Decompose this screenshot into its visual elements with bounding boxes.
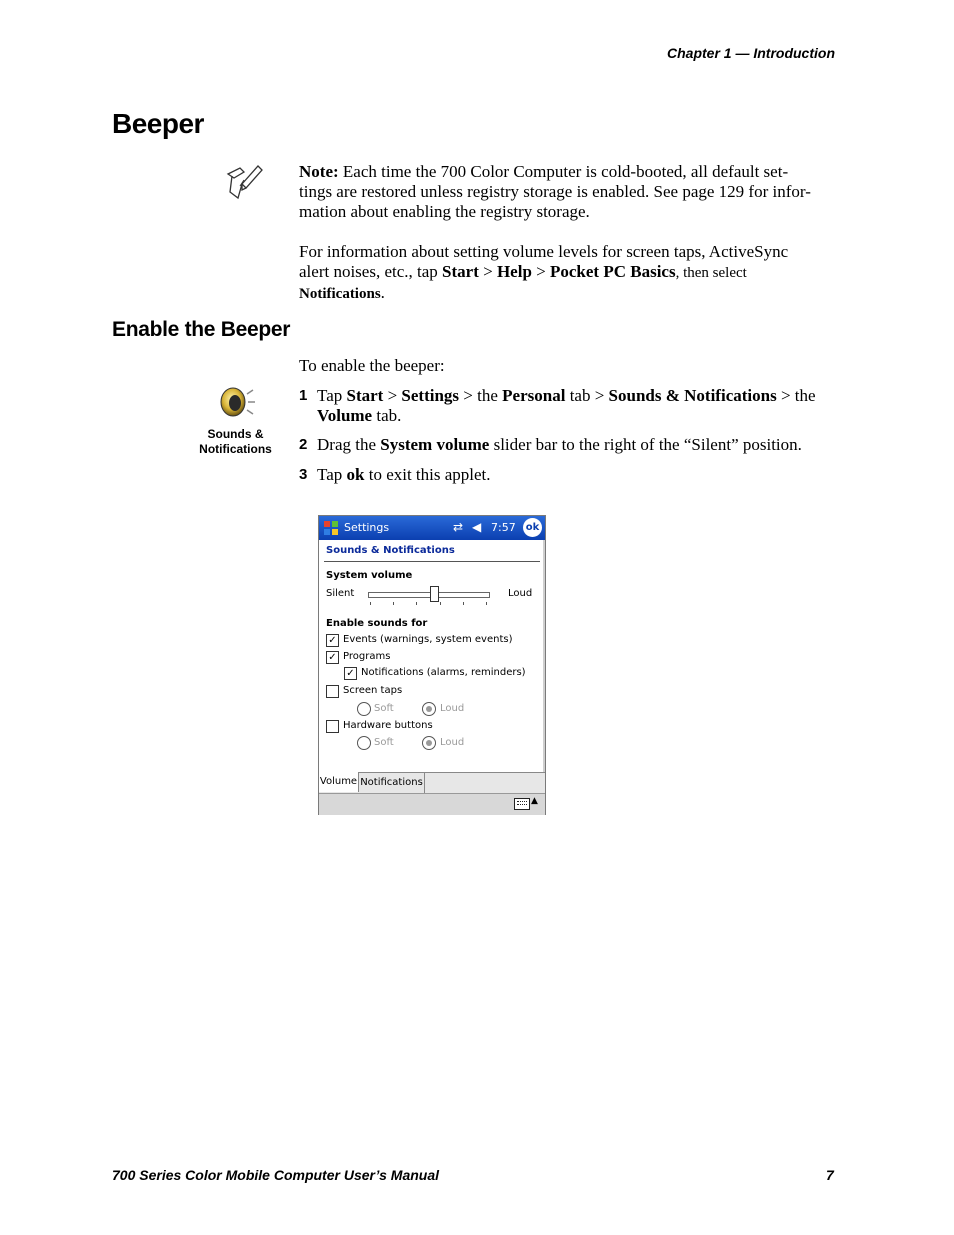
step-number: 1 bbox=[299, 387, 308, 404]
sounds-notifications-label bbox=[188, 427, 283, 457]
footer-manual-title: 700 Series Color Mobile Computer User’s Manual bbox=[112, 1167, 440, 1183]
slider-tick bbox=[440, 602, 441, 605]
step-2 bbox=[299, 435, 844, 455]
note-line-3: mation about enabling the registry storage. bbox=[299, 202, 590, 221]
step-bold: Settings bbox=[401, 386, 460, 405]
info-line-1: For information about setting volume levels for screen taps, ActiveSync bbox=[299, 242, 789, 261]
programs-label: Programs bbox=[343, 651, 391, 662]
hardware-soft-radio[interactable] bbox=[357, 736, 371, 750]
checkmark-icon: ✓ bbox=[328, 652, 337, 663]
divider bbox=[324, 561, 540, 562]
tab-volume[interactable]: Volume bbox=[319, 772, 359, 792]
info-then-select: , then select bbox=[675, 265, 747, 281]
step-1 bbox=[299, 386, 844, 426]
step-bold: Sounds & Notifications bbox=[608, 386, 777, 405]
input-arrow-icon[interactable]: ▲ bbox=[531, 796, 538, 806]
silent-label: Silent bbox=[326, 588, 355, 599]
checkmark-icon: ✓ bbox=[346, 668, 355, 679]
hardware-buttons-label: Hardware buttons bbox=[343, 720, 433, 731]
loud-option-label: Loud bbox=[440, 737, 465, 748]
tab-notifications[interactable]: Notifications bbox=[359, 773, 425, 793]
tab-bar bbox=[319, 772, 545, 794]
screen-taps-soft-radio[interactable] bbox=[357, 702, 371, 716]
ok-button[interactable]: ok bbox=[523, 518, 542, 537]
info-sep: > bbox=[531, 262, 550, 281]
pda-title: Settings bbox=[344, 521, 390, 534]
events-checkbox[interactable] bbox=[326, 634, 339, 647]
checkmark-icon: ✓ bbox=[328, 635, 337, 646]
step-bold: Volume bbox=[317, 406, 373, 425]
screen-taps-checkbox[interactable] bbox=[326, 685, 339, 698]
loud-label: Loud bbox=[508, 588, 533, 599]
volume-icon[interactable]: ◀ bbox=[472, 520, 482, 534]
info-help: Help bbox=[496, 262, 532, 281]
pda-title-bar bbox=[319, 516, 545, 540]
step-bold: Start bbox=[346, 386, 384, 405]
sync-icon[interactable]: ⇄ bbox=[453, 520, 464, 534]
system-volume-label: System volume bbox=[326, 570, 413, 581]
soft-label: Soft bbox=[374, 737, 394, 748]
step-text: tab > bbox=[565, 386, 609, 405]
page-number: 7 bbox=[826, 1167, 834, 1183]
note-line-1: Each time the 700 Color Computer is cold-booted, all default set- bbox=[342, 162, 789, 181]
info-start: Start bbox=[442, 262, 479, 281]
section-title: Beeper bbox=[112, 108, 204, 139]
programs-checkbox[interactable] bbox=[326, 651, 339, 664]
step-text: Tap bbox=[317, 465, 347, 484]
slider-tick bbox=[486, 602, 487, 605]
icon-label-line-1: Sounds & bbox=[207, 427, 264, 441]
step-text: Tap bbox=[317, 386, 347, 405]
info-period: . bbox=[380, 283, 385, 302]
step-number: 2 bbox=[299, 436, 308, 453]
slider-tick bbox=[393, 602, 394, 605]
info-line-2-prefix: alert noises, etc., tap bbox=[299, 262, 443, 281]
pda-time[interactable]: 7:57 bbox=[491, 521, 516, 534]
step-3 bbox=[299, 465, 844, 485]
step-text: > bbox=[383, 386, 402, 405]
slider-tick bbox=[463, 602, 464, 605]
enable-sounds-label: Enable sounds for bbox=[326, 618, 428, 629]
intro-text: To enable the beeper: bbox=[299, 356, 445, 375]
step-text: Drag the bbox=[317, 435, 381, 454]
screen-taps-label: Screen taps bbox=[343, 685, 403, 696]
subsection-title: Enable the Beeper bbox=[112, 318, 291, 341]
step-bold: Personal bbox=[502, 386, 566, 405]
step-bold: System volume bbox=[380, 435, 490, 454]
note-pencil-icon bbox=[224, 162, 264, 202]
notifications-checkbox[interactable] bbox=[344, 667, 357, 680]
note-line-2: tings are restored unless registry storage is enabled. See page 129 for infor- bbox=[299, 182, 811, 201]
note-label: Note: bbox=[299, 162, 339, 181]
notifications-option-label: Notifications (alarms, reminders) bbox=[361, 667, 526, 678]
pda-screenshot bbox=[318, 515, 546, 815]
icon-label-line-2: Notifications bbox=[199, 442, 272, 456]
info-paragraph bbox=[299, 242, 844, 304]
scrollbar[interactable] bbox=[543, 540, 545, 772]
info-basics: Pocket PC Basics bbox=[550, 262, 676, 281]
loud-option-label: Loud bbox=[440, 703, 465, 714]
info-notifications: Notifications bbox=[299, 286, 381, 302]
events-label: Events (warnings, system events) bbox=[343, 634, 513, 645]
menu-bar bbox=[319, 793, 545, 815]
step-text: tab. bbox=[372, 406, 402, 425]
step-text: to exit this applet. bbox=[364, 465, 491, 484]
step-text: > the bbox=[776, 386, 816, 405]
pda-subtitle: Sounds & Notifications bbox=[326, 545, 455, 556]
info-sep: > bbox=[478, 262, 497, 281]
chapter-header: Chapter 1 — Introduction bbox=[667, 45, 835, 61]
soft-label: Soft bbox=[374, 703, 394, 714]
slider-tick bbox=[416, 602, 417, 605]
keyboard-icon[interactable] bbox=[514, 798, 530, 810]
step-text: slider bar to the right of the “Silent” position. bbox=[489, 435, 802, 454]
note-paragraph bbox=[299, 162, 844, 222]
volume-slider-thumb[interactable] bbox=[430, 586, 439, 602]
hardware-buttons-checkbox[interactable] bbox=[326, 720, 339, 733]
screen-taps-loud-radio[interactable] bbox=[422, 702, 436, 716]
step-number: 3 bbox=[299, 466, 308, 483]
step-bold: ok bbox=[346, 465, 365, 484]
volume-slider-track[interactable] bbox=[368, 592, 490, 598]
slider-tick bbox=[370, 602, 371, 605]
hardware-loud-radio[interactable] bbox=[422, 736, 436, 750]
speaker-icon bbox=[216, 384, 256, 424]
step-text: > the bbox=[459, 386, 503, 405]
windows-start-icon[interactable] bbox=[322, 519, 340, 537]
